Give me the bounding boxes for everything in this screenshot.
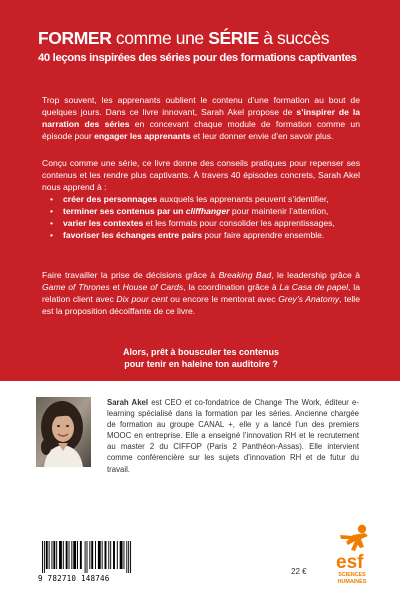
series-title: House of Cards: [122, 282, 184, 292]
esf-figure-logo: [331, 523, 375, 589]
series-title: Dix pour cent: [116, 294, 168, 304]
list-item: [42, 193, 360, 205]
bullet-icon: •: [50, 206, 54, 216]
list-item-bold: créer des personnages: [63, 194, 158, 204]
examples-text: Faire travailler la prise de décisions grâce à: [42, 270, 219, 280]
isbn-barcode: [36, 538, 138, 584]
book-title: [38, 28, 378, 49]
list-item: [42, 217, 360, 229]
book-subtitle: 40 leçons inspirées des séries pour des formations captivantes: [38, 52, 357, 64]
list-item-text: et les formats pour consolider les apprentissages,: [143, 218, 335, 228]
series-title: Grey’s Anatomy: [278, 294, 340, 304]
teaser-question: [42, 346, 360, 370]
logo-line-1: SCIENCES: [338, 572, 366, 578]
series-examples-paragraph: [42, 269, 360, 317]
lessons-paragraph: [42, 157, 360, 241]
intro-text-3: et leur donner envie d’en savoir plus.: [190, 131, 334, 141]
examples-text: , le leadership grâce à: [271, 270, 360, 280]
list-item-bold-italic: cliffhanger: [185, 206, 230, 216]
bullet-icon: •: [50, 218, 54, 228]
title-word-serie: SÉRIE: [208, 28, 259, 48]
intro-text-2: en concevant chaque module de formation comme un épisode pour: [42, 119, 360, 141]
bullet-icon: •: [50, 230, 54, 240]
barcode-icon: [42, 541, 132, 573]
author-name: Sarah Akel: [107, 398, 149, 407]
examples-text: et: [109, 282, 123, 292]
examples-text: ou encore le mentorat avec: [167, 294, 279, 304]
logo-line-2: HUMAINES: [337, 579, 367, 585]
examples-text: , telle est la proposition décoiffante de ce livre.: [42, 294, 360, 316]
lessons-intro: Conçu comme une série, ce livre donne des conseils pratiques pour repenser ses contenus et les rendre plus captivants. À travers 40 épisodes concrets, Sarah Akel nous apprend à :: [42, 158, 360, 192]
author-photo: [36, 397, 91, 467]
title-word-former: FORMER: [38, 28, 112, 48]
series-title: Breaking Bad: [218, 270, 272, 280]
examples-text: , la coordination grâce à: [183, 282, 280, 292]
teaser-line-1: Alors, prêt à bousculer tes contenus: [122, 347, 280, 357]
intro-text-1: Trop souvent, les apprenants oublient le contenu d’une formation au bout de quelques jours. Dans ce livre innovant, Sarah Akel propose de: [42, 95, 360, 117]
bullet-icon: •: [50, 194, 54, 204]
series-title: Game of Thrones: [42, 282, 110, 292]
list-item-text: pour maintenir l’attention,: [229, 206, 329, 216]
list-item-text: auxquels les apprenants peuvent s’identifier,: [157, 194, 329, 204]
series-title: La Casa de papel: [279, 282, 349, 292]
lessons-list: [42, 193, 360, 241]
author-bio: [107, 397, 359, 475]
list-item-bold: favoriser les échanges entre pairs: [63, 230, 203, 240]
list-item: [42, 229, 360, 241]
list-item: [42, 205, 360, 217]
teaser-line-2: pour tenir en haleine ton auditoire ?: [124, 359, 278, 369]
title-connector: comme une: [111, 28, 209, 48]
author-bio-text: est CEO et co-fondatrice de Change The Work, éditeur e-learning spécialisé dans la formation par les séries. Ancienne chargée de formation au groupe CANAL +, elle y a lancé l’un des premiers MOOC en entreprise. Elle a enseigné l’innovation RH et le recrutement au master 2 du CIFFOP (Paris 2 Panthéon-Assas). Elle intervient comme conférencière sur les sujets d’innovation RH et de futur du travail.: [107, 398, 359, 474]
price: 22 €: [291, 567, 307, 576]
title-word-succes: à succès: [258, 28, 330, 48]
list-item-bold: terminer ses contenus par un: [63, 206, 186, 216]
author-portrait-photo: [36, 397, 91, 467]
intro-paragraph: [42, 94, 360, 142]
intro-bold-2: engager les apprenants: [94, 131, 191, 141]
logo-wordmark: esf: [336, 552, 364, 573]
list-item-bold: varier les contextes: [63, 218, 144, 228]
isbn-digits: 9 782710 148746: [38, 574, 110, 583]
list-item-text: pour faire apprendre ensemble.: [202, 230, 325, 240]
intro-bold-1: s’inspirer de la narration des séries: [42, 107, 360, 129]
examples-text: , la relation client avec: [42, 282, 360, 304]
